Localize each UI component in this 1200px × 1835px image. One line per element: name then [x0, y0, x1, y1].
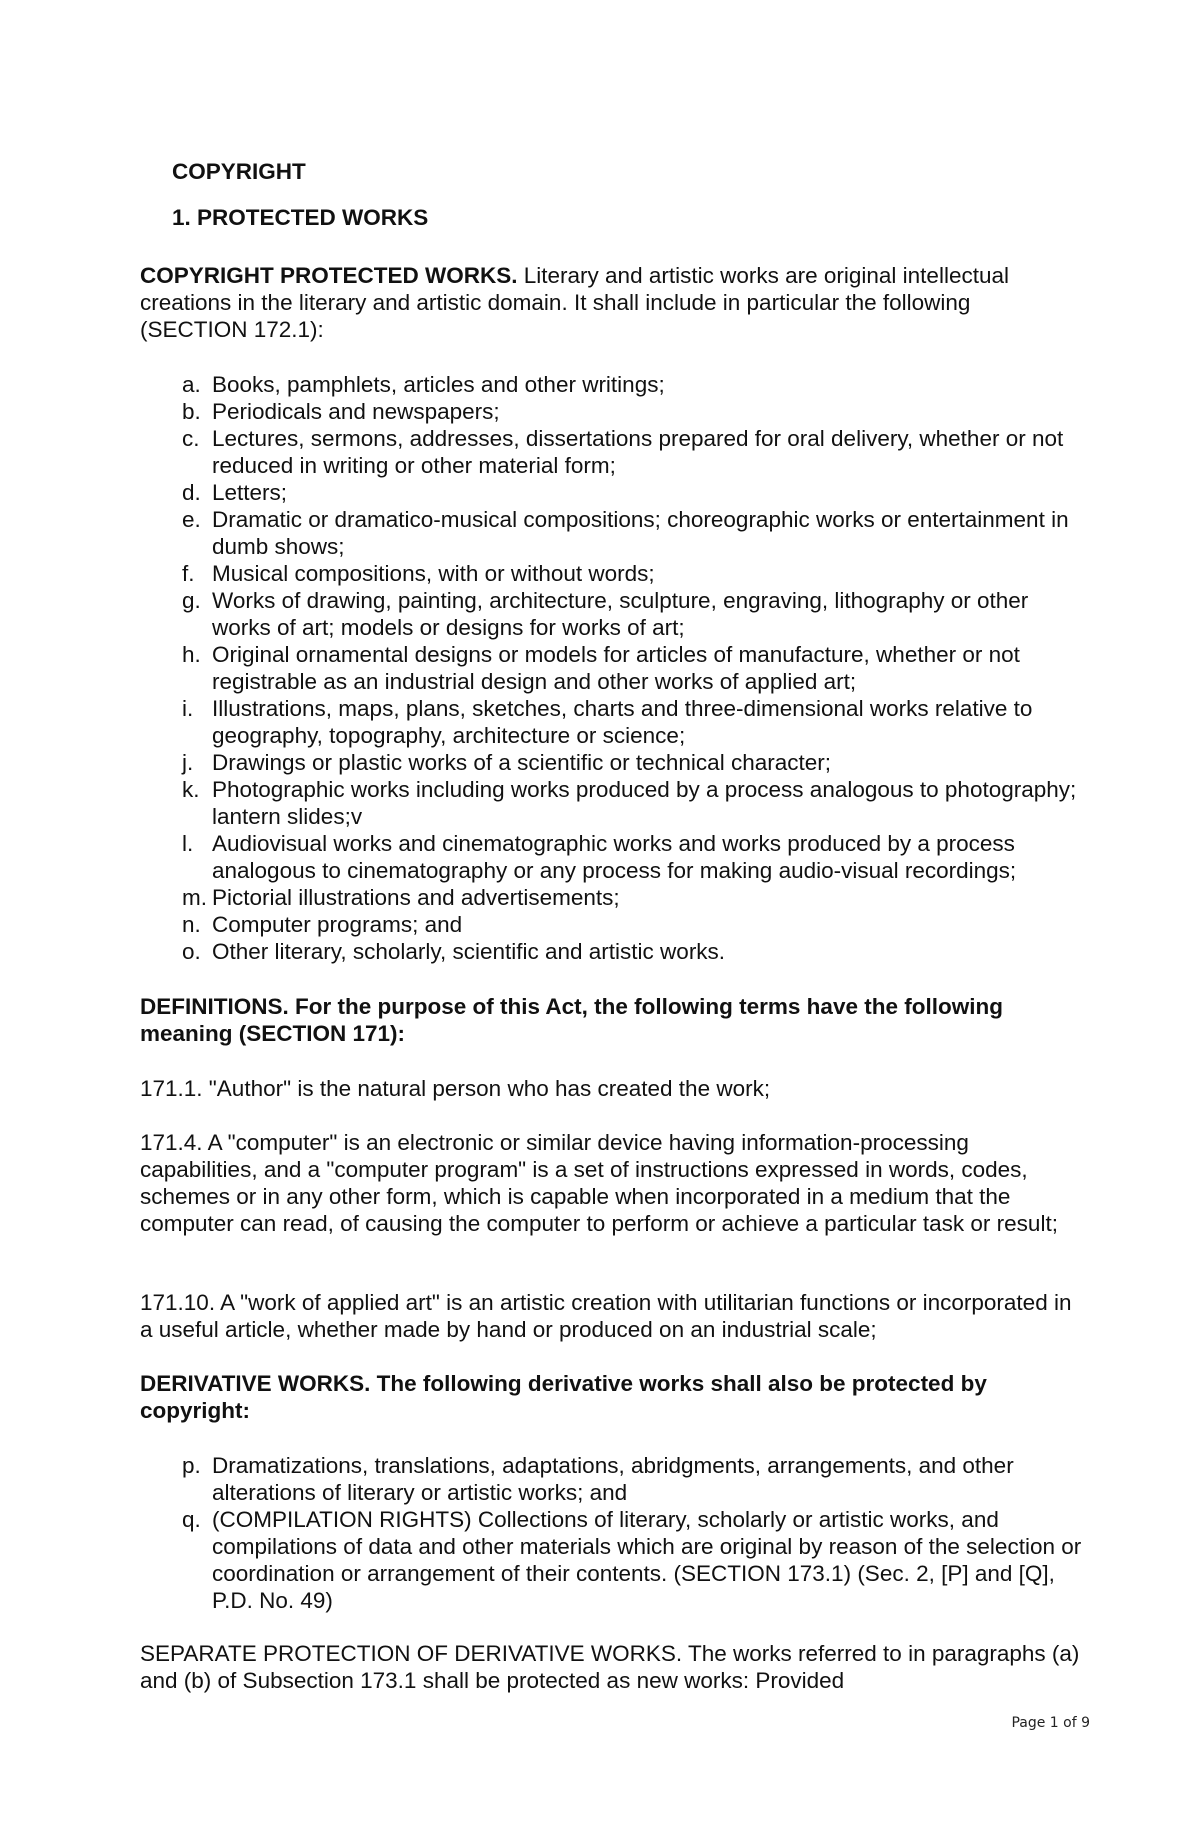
- list-item-text: Lectures, sermons, addresses, dissertations prepared for oral delivery, whether or not reduced in writing or other material form;: [212, 426, 1064, 478]
- list-item-text: Dramatic or dramatico-musical compositions; choreographic works or entertainment in dumb shows;: [212, 507, 1069, 559]
- list-item-marker: f.: [182, 561, 195, 586]
- page-number-footer: Page 1 of 9: [1011, 1715, 1090, 1731]
- separate-protection-paragraph: SEPARATE PROTECTION OF DERIVATIVE WORKS. The works referred to in paragraphs (a) and (b) of Subsection 173.1 shall be protected as new works: Provided: [140, 1641, 1080, 1693]
- list-item-marker: e.: [182, 507, 201, 532]
- list-item: [182, 911, 1082, 938]
- list-item-text: Other literary, scholarly, scientific and artistic works.: [212, 939, 726, 964]
- list-item-marker: c.: [182, 426, 200, 451]
- list-item-marker: l.: [182, 831, 194, 856]
- list-item: [182, 884, 1082, 911]
- document-title: COPYRIGHT: [172, 159, 306, 184]
- list-item-marker: o.: [182, 939, 201, 964]
- definition-171-4: 171.4. A "computer" is an electronic or similar device having information-processing capabilities, and a "computer program" is a set of instructions expressed in words, codes, schemes or in any other form, which is capable when incorporated in a medium that the computer can read, of causing the computer to perform or achieve a particular task or result;: [140, 1130, 1058, 1236]
- list-item-text: Illustrations, maps, plans, sketches, charts and three-dimensional works relative to geography, topography, architecture or science;: [212, 696, 1033, 748]
- definition-171-10: 171.10. A "work of applied art" is an artistic creation with utilitarian functions or incorporated in a useful article, whether made by hand or produced on an industrial scale;: [140, 1290, 1072, 1342]
- list-item-text: Books, pamphlets, articles and other writings;: [212, 372, 665, 397]
- derivative-works-list: [182, 1452, 1082, 1614]
- list-item-text: Letters;: [212, 480, 288, 505]
- section-heading: 1. PROTECTED WORKS: [172, 205, 429, 230]
- list-item-marker: j.: [182, 750, 194, 775]
- list-item: [182, 506, 1082, 560]
- list-item: [182, 587, 1082, 641]
- derivative-works-heading: DERIVATIVE WORKS. The following derivative works shall also be protected by copyright:: [140, 1371, 987, 1423]
- list-item-text: Periodicals and newspapers;: [212, 399, 500, 424]
- list-item-text: Pictorial illustrations and advertisements;: [212, 885, 620, 910]
- list-item: [182, 371, 1082, 398]
- list-item: [182, 695, 1082, 749]
- list-item-marker: g.: [182, 588, 201, 613]
- list-item-marker: n.: [182, 912, 201, 937]
- list-item: [182, 1452, 1082, 1506]
- protected-works-list: [182, 371, 1082, 965]
- list-item-marker: p.: [182, 1453, 201, 1478]
- list-item-text: Photographic works including works produced by a process analogous to photography; lantern slides;v: [212, 777, 1077, 829]
- list-item: [182, 938, 1082, 965]
- list-item: [182, 749, 1082, 776]
- list-item-text: (COMPILATION RIGHTS) Collections of literary, scholarly or artistic works, and compilations of data and other materials which are original by reason of the selection or coordination or arrangement of their contents. (SECTION 173.1) (Sec. 2, [P] and [Q], P.D. No. 49): [212, 1507, 1082, 1613]
- list-item: [182, 830, 1082, 884]
- protected-works-lead: COPYRIGHT PROTECTED WORKS.: [140, 263, 518, 288]
- definitions-heading: DEFINITIONS. For the purpose of this Act, the following terms have the following meaning (SECTION 171):: [140, 994, 1003, 1046]
- list-item-text: Computer programs; and: [212, 912, 463, 937]
- list-item: [182, 479, 1082, 506]
- list-item-text: Audiovisual works and cinematographic works and works produced by a process analogous to cinematography or any process for making audio-visual recordings;: [212, 831, 1017, 883]
- list-item-text: Original ornamental designs or models for articles of manufacture, whether or not registrable as an industrial design and other works of applied art;: [212, 642, 1020, 694]
- protected-works-text: Literary and artistic works are original intellectual creations in the literary and artistic domain. It shall include in particular the following (SECTION 172.1):: [140, 263, 1009, 342]
- list-item: [182, 641, 1082, 695]
- list-item-marker: a.: [182, 372, 201, 397]
- list-item-text: Drawings or plastic works of a scientific or technical character;: [212, 750, 831, 775]
- list-item-marker: m.: [182, 885, 207, 910]
- definition-171-1: 171.1. "Author" is the natural person who has created the work;: [140, 1076, 771, 1101]
- list-item-text: Musical compositions, with or without words;: [212, 561, 655, 586]
- protected-works-paragraph: [140, 262, 1080, 343]
- list-item-text: Works of drawing, painting, architecture, sculpture, engraving, lithography or other works of art; models or designs for works of art;: [212, 588, 1029, 640]
- list-item-marker: d.: [182, 480, 201, 505]
- list-item-marker: k.: [182, 777, 200, 802]
- list-item-marker: h.: [182, 642, 201, 667]
- list-item: [182, 1506, 1082, 1614]
- list-item: [182, 398, 1082, 425]
- list-item: [182, 776, 1082, 830]
- list-item: [182, 560, 1082, 587]
- list-item-marker: q.: [182, 1507, 201, 1532]
- list-item: [182, 425, 1082, 479]
- list-item-marker: b.: [182, 399, 201, 424]
- list-item-marker: i.: [182, 696, 194, 721]
- list-item-text: Dramatizations, translations, adaptations, abridgments, arrangements, and other alterations of literary or artistic works; and: [212, 1453, 1014, 1505]
